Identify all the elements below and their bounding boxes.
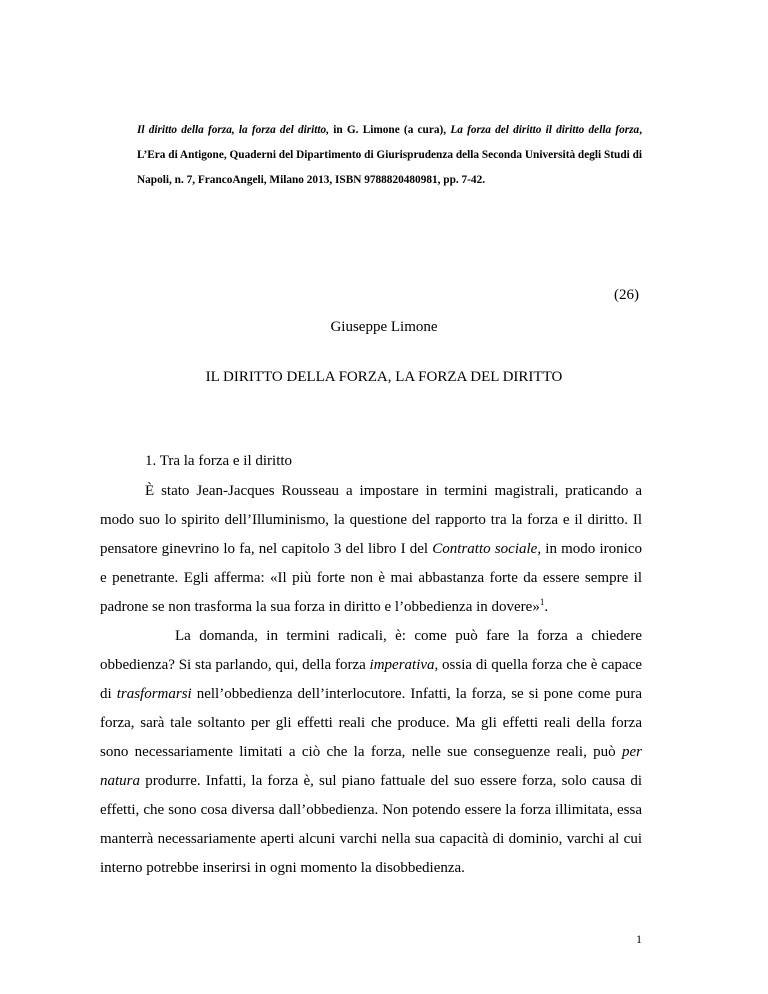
footnote-reference[interactable]: 1 — [539, 597, 545, 607]
article-title: IL DIRITTO DELLA FORZA, LA FORZA DEL DIRITTO — [205, 369, 563, 385]
paragraph-2-italic-imperativa: imperativa — [369, 657, 435, 673]
paragraph-2-text-d: produrre. Infatti, la forza è, sul piano fattuale del suo essere forza, solo causa di effetti, che sono cosa diversa dall’obbedienza. Non potendo essere la forza illimitata, essa manterrà necessariamente aperti alcuni varchi nella sua capacità di dominio, varchi al cui interno potrebbe inserirsi in ogni momento la disobbedienza. — [100, 773, 642, 876]
author-name: Giuseppe Limone — [330, 319, 438, 335]
citation-editor: in G. Limone (a cura), — [329, 124, 451, 136]
paragraph-2-italic-trasformarsi: trasformarsi — [116, 686, 192, 702]
citation-publication-details: , L’Era di Antigone, Quaderni del Dipartimento di Giurisprudenza della Seconda Università degli Studi di Napoli, n. 7, FrancoAngeli, Milano 2013, ISBN 9788820480981, pp. 7-42. — [137, 124, 643, 186]
paragraph-1-text-a: È stato Jean-Jacques Rousseau a impostare in termini magistrali, praticando a modo suo lo spirito dell’Illuminismo, la questione del rapporto tra la forza e il diritto. Il pensatore ginevrino lo fa, nel capitolo 3 del libro I del — [100, 483, 642, 557]
paragraph-2-italic-per-natura: per natura — [100, 744, 642, 789]
citation-book-title: La forza del diritto il diritto della forza — [450, 124, 640, 136]
section-number: (26) — [614, 287, 639, 303]
paragraph-1-italic-title: Contratto sociale, — [432, 541, 542, 557]
bibliographic-citation — [137, 118, 642, 193]
paragraph-2-text-c: nell’obbedienza dell’interlocutore. Infatti, la forza, se si pone come pura forza, sarà tale soltanto per gli effetti reali che produce. Ma gli effetti reali della forza sono necessariamente limitati a ciò che la forza, nelle sue conseguenze reali, può — [100, 686, 643, 760]
page-number: 1 — [636, 932, 642, 946]
paragraph-1-text-c: . — [544, 599, 549, 615]
citation-article-title: Il diritto della forza, la forza del diritto, — [137, 124, 330, 136]
paragraph-1-text-b: in modo ironico e penetrante. Egli afferma: «Il più forte non è mai abbastanza forte da essere sempre il padrone se non trasforma la sua forza in diritto e l’obbedienza in dovere» — [100, 541, 642, 615]
paragraph-1 — [100, 477, 642, 622]
body-text — [100, 477, 642, 883]
paragraph-2-text-a: La domanda, in termini radicali, è: come può fare la forza a chiedere obbedienza? Si sta parlando, qui, della forza — [100, 628, 642, 673]
section-heading: 1. Tra la forza e il diritto — [145, 453, 293, 469]
paragraph-2 — [100, 622, 642, 883]
paragraph-2-text-b: , ossia di quella forza che è capace di — [100, 657, 642, 702]
